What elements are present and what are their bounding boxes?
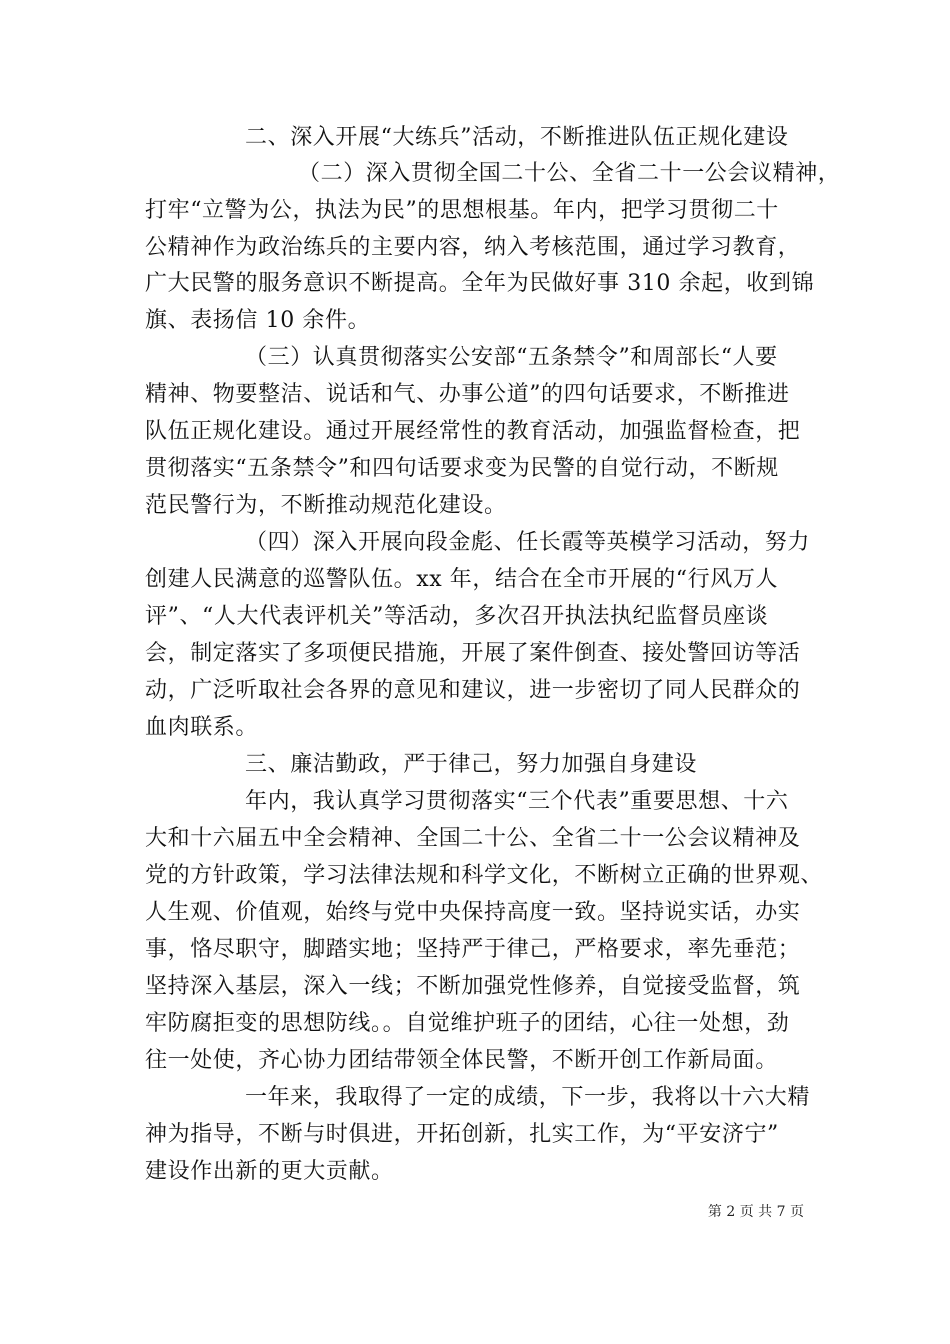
paragraph-line: 事，恪尽职守，脚踏实地；坚持严于律己，严格要求，率先垂范；	[145, 937, 801, 962]
paragraph-line: 神为指导，不断与时俱进，开拓创新，扎实工作，为“平安济宁”	[145, 1122, 779, 1147]
paragraph-line: 大和十六届五中全会精神、全国二十公、全省二十一公会议精神及	[145, 826, 801, 851]
paragraph-line: （三）认真贯彻落实公安部“五条禁令”和周部长“人要	[245, 345, 778, 370]
paragraph-line: 一年来，我取得了一定的成绩，下一步，我将以十六大精	[245, 1085, 811, 1110]
paragraph-line: 评”、“人大代表评机关”等活动，多次召开执法执纪监督员座谈	[145, 604, 769, 629]
paragraph-line: 创建人民满意的巡警队伍。xx 年，结合在全市开展的“行风万人	[145, 567, 779, 592]
paragraph-line: 动，广泛听取社会各界的意见和建议，进一步密切了同人民群众的	[145, 678, 801, 703]
section-heading-2: 二、深入开展“大练兵”活动，不断推进队伍正规化建设	[245, 125, 789, 150]
page-number: 第 2 页 共 7 页	[707, 1204, 804, 1220]
paragraph-line: （二）深入贯彻全国二十公、全省二十一公会议精神，	[298, 161, 841, 186]
paragraph-line: 会，制定落实了多项便民措施，开展了案件倒查、接处警回访等活	[145, 641, 801, 666]
section-heading-3: 三、廉洁勤政，严于律己，努力加强自身建设	[245, 752, 698, 777]
paragraph-line: 建设作出新的更大贡献。	[145, 1159, 394, 1184]
paragraph-line: 打牢“立警为公，执法为民”的思想根基。年内，把学习贯彻二十	[145, 198, 779, 223]
paragraph-line: 年内，我认真学习贯彻落实“三个代表”重要思想、十六	[245, 789, 789, 814]
paragraph-line: 人生观、价值观，始终与党中央保持高度一致。坚持说实话，办实	[145, 900, 801, 925]
paragraph-line: 范民警行为，不断推动规范化建设。	[145, 493, 507, 518]
paragraph-line: 精神、物要整洁、说话和气、办事公道”的四句话要求，不断推进	[145, 382, 790, 407]
paragraph-line: 公精神作为政治练兵的主要内容，纳入考核范围，通过学习教育，	[145, 235, 801, 260]
paragraph-line: 坚持深入基层，深入一线；不断加强党性修养，自觉接受监督，筑	[145, 974, 801, 999]
paragraph-line: 往一处使，齐心协力团结带领全体民警，不断开创工作新局面。	[145, 1048, 778, 1073]
paragraph-line: 贯彻落实“五条禁令”和四句话要求变为民警的自觉行动，不断规	[145, 456, 779, 481]
paragraph-line: 牢防腐拒变的思想防线。。自觉维护班子的团结，心往一处想，劲	[145, 1011, 790, 1036]
paragraph-line: 党的方针政策，学习法律法规和科学文化，不断树立正确的世界观、	[145, 863, 824, 888]
paragraph-line: 广大民警的服务意识不断提高。全年为民做好事 310 余起，收到锦	[145, 271, 815, 296]
paragraph-line: 旗、表扬信 10 余件。	[145, 308, 371, 333]
paragraph-line: 血肉联系。	[145, 715, 259, 740]
paragraph-line: 队伍正规化建设。通过开展经常性的教育活动，加强监督检查，把	[145, 419, 801, 444]
paragraph-line: （四）深入开展向段金彪、任长霞等英模学习活动，努力	[245, 530, 811, 555]
